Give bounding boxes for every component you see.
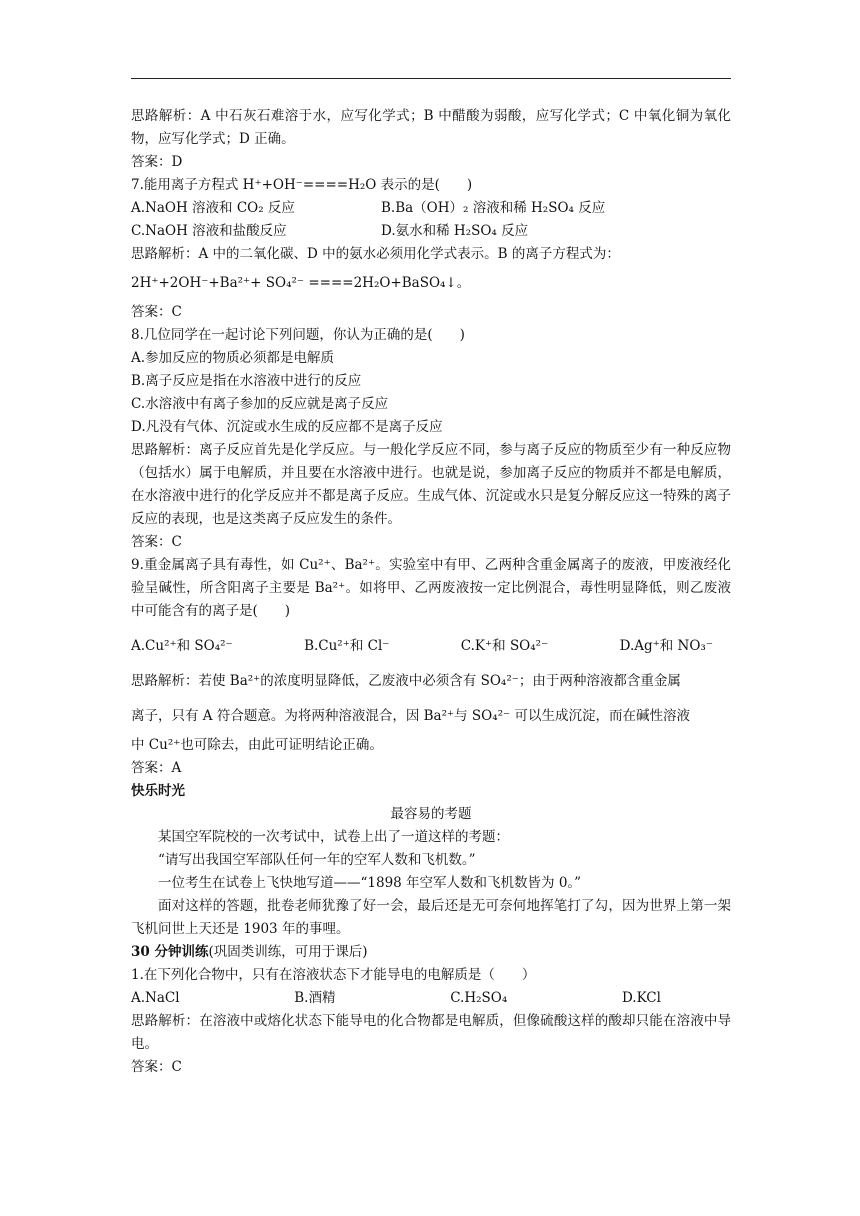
t1-options xyxy=(131,987,731,1010)
training-subheading: (巩固类训练，可用于课后) xyxy=(208,944,368,960)
q9-option-a: A.Cu²⁺和 SO₄²⁻ xyxy=(131,638,233,654)
t1-option-c: C.H₂SO₄ xyxy=(450,990,508,1006)
q7-stem: 7.能用离子方程式 H⁺+OH⁻====H₂O 表示的是( ) xyxy=(131,177,473,193)
t1-stem: 1.在下列化合物中，只有在溶液状态下才能导电的电解质是（ ） xyxy=(131,967,536,983)
q8-option-c: C.水溶液中有离子参加的反应就是离子反应 xyxy=(131,396,389,412)
t1-analysis: 思路解析：在溶液中或熔化状态下能导电的化合物都是电解质，但像硫酸这样的酸却只能在溶液中导电。 xyxy=(131,1013,731,1052)
q9-option-b: B.Cu²⁺和 Cl⁻ xyxy=(304,638,390,654)
q8-answer: 答案：C xyxy=(131,534,182,550)
q9-analysis-line1: 思路解析：若使 Ba²⁺的浓度明显降低，乙废液中必须含有 SO₄²⁻；由于两种溶液都含重金属 xyxy=(131,673,681,689)
q7-options-row2 xyxy=(131,220,731,243)
q8-option-b: B.离子反应是指在水溶液中进行的反应 xyxy=(131,373,362,389)
q7-analysis: 思路解析：A 中的二氧化碳、D 中的氨水必须用化学式表示。B 的离子方程式为： xyxy=(131,246,620,262)
q7-answer: 答案：C xyxy=(131,304,182,320)
q6-analysis: 思路解析：A 中石灰石难溶于水，应写化学式；B 中醋酸为弱酸，应写化学式；C 中氧化铜为氧化物，应写化学式；D 正确。 xyxy=(131,108,731,147)
q7-option-b: B.Ba（OH）₂ 溶液和稀 H₂SO₄ 反应 xyxy=(381,200,606,216)
t1-option-b: B.酒精 xyxy=(294,990,336,1006)
document-body xyxy=(131,105,731,1079)
story-paragraph-1: 某国空军院校的一次考试中，试卷上出了一道这样的考题： xyxy=(158,829,509,845)
q6-answer: 答案：D xyxy=(131,154,183,170)
q9-stem: 9.重金属离子具有毒性，如 Cu²⁺、Ba²⁺。实验室中有甲、乙两种含重金属离子的废液，甲废液经化验呈碱性，所含阳离子主要是 Ba²⁺。如将甲、乙两废液按一定比例混合，毒性明显降低，则乙废液中可能含有的离子是( ) xyxy=(131,557,731,619)
q8-stem: 8.几位同学在一起讨论下列问题，你认为正确的是( ) xyxy=(131,327,465,343)
q9-options xyxy=(131,635,731,658)
t1-option-d: D.KCl xyxy=(621,990,661,1006)
training-heading-line xyxy=(131,941,731,964)
q9-option-d: D.Ag⁺和 NO₃⁻ xyxy=(619,638,713,654)
story-paragraph-2: “请写出我国空军部队任何一年的空军人数和飞机数。” xyxy=(158,852,476,868)
header-rule xyxy=(131,78,731,79)
q8-analysis: 思路解析：离子反应首先是化学反应。与一般化学反应不同，参与离子反应的物质至少有一种反应物（包括水）属于电解质，并且要在水溶液中进行。也就是说，参加离子反应的物质并不都是电解质，在水溶液中进行的化学反应并不都是离子反应。生成气体、沉淀或水只是复分解反应这一特殊的离子反应的表现，也是这类离子反应发生的条件。 xyxy=(131,442,731,527)
q9-analysis-line2: 离子，只有 A 符合题意。为将两种溶液混合，因 Ba²⁺与 SO₄²⁻ 可以生成沉淀，而在碱性溶液 xyxy=(131,708,690,724)
story-title: 最容易的考题 xyxy=(390,806,472,822)
q9-option-c: C.K⁺和 SO₄²⁻ xyxy=(460,638,549,654)
q7-option-d: D.氨水和稀 H₂SO₄ 反应 xyxy=(381,223,529,239)
story-paragraph-3: 一位考生在试卷上飞快地写道——“1898 年空军人数和飞机数皆为 0。” xyxy=(158,875,582,891)
t1-answer: 答案：C xyxy=(131,1059,182,1075)
q7-options-row1 xyxy=(131,197,731,220)
q9-analysis-line3: 中 Cu²⁺也可除去，由此可证明结论正确。 xyxy=(131,737,383,753)
q7-option-a: A.NaOH 溶液和 CO₂ 反应 xyxy=(131,200,295,216)
t1-option-a: A.NaCl xyxy=(131,990,180,1006)
q7-option-c: C.NaOH 溶液和盐酸反应 xyxy=(131,223,287,239)
q8-option-a: A.参加反应的物质必须都是电解质 xyxy=(131,350,335,366)
training-heading: 30 分钟训练 xyxy=(131,944,209,960)
q9-answer: 答案：A xyxy=(131,760,182,776)
q8-option-d: D.凡没有气体、沉淀或水生成的反应都不是离子反应 xyxy=(131,419,443,435)
story-paragraph-4: 面对这样的答题，批卷老师犹豫了好一会，最后还是无可奈何地挥笔打了勾，因为世界上第一架飞机问世上天还是 1903 年的事哩。 xyxy=(131,898,731,937)
q7-equation: 2H⁺+2OH⁻+Ba²⁺+ SO₄²⁻ ====2H₂O+BaSO₄↓。 xyxy=(131,275,471,291)
happy-heading: 快乐时光 xyxy=(131,783,185,799)
